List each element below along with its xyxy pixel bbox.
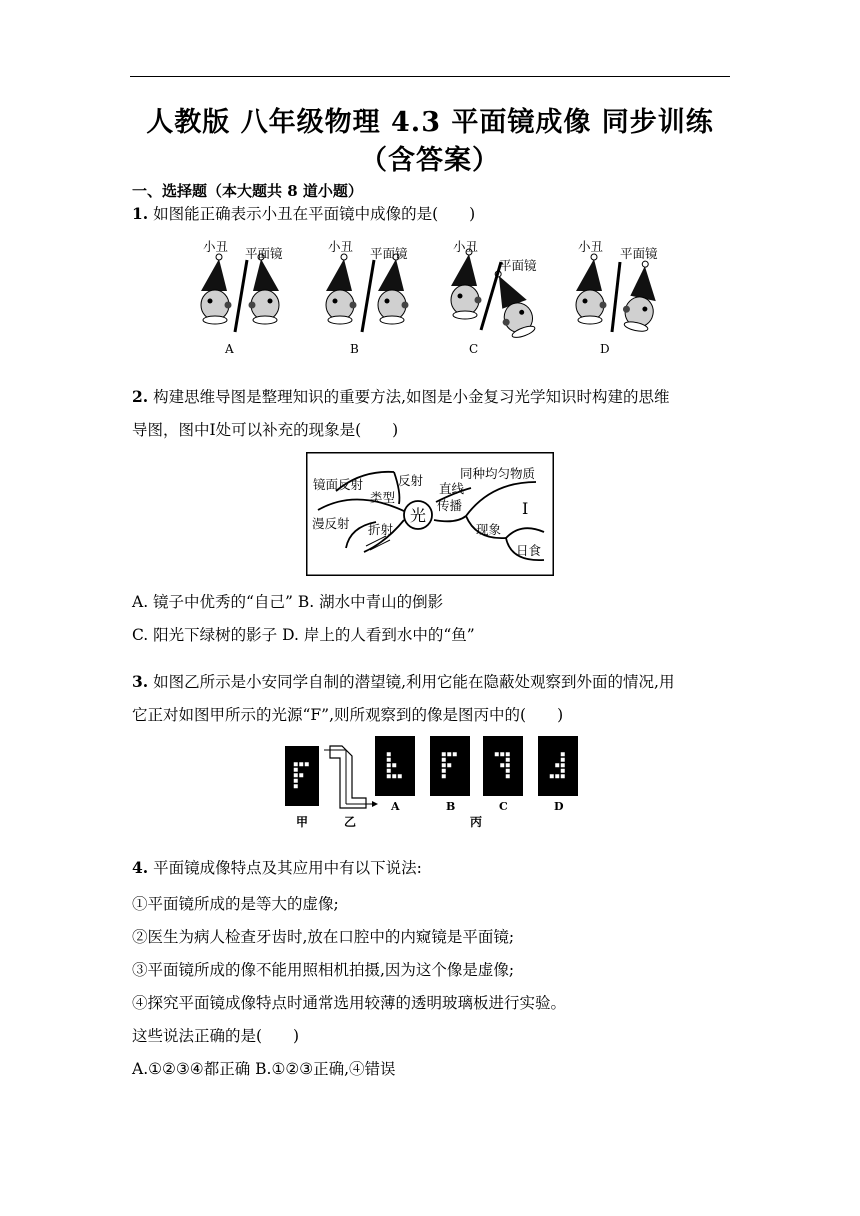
question-text: 平面镜成像特点及其应用中有以下说法:	[153, 859, 422, 877]
clown-head	[249, 254, 280, 324]
option-b	[326, 239, 409, 356]
light-source-f	[285, 746, 319, 806]
clown-head	[451, 249, 482, 319]
page-title: 人教版 八年级物理 4.3 平面镜成像 同步训练	[146, 107, 714, 138]
mirror-line	[481, 262, 501, 330]
mirror-label: 平面镜	[499, 258, 537, 273]
mindmap-blank: Ⅰ	[522, 499, 529, 518]
option-letter: A	[391, 800, 400, 813]
clown-label: 小丑	[453, 239, 479, 254]
mind-map-figure	[306, 452, 554, 576]
question-4-prompt: 这些说法正确的是( )	[132, 1027, 300, 1045]
option-a	[201, 239, 283, 356]
question-text: 如图能正确表示小丑在平面镜中成像的是( )	[153, 205, 476, 223]
mindmap-phenomenon: 现象	[476, 522, 502, 537]
option-letter: B	[446, 800, 456, 813]
clown-head	[201, 254, 232, 324]
question-number: 1.	[132, 204, 149, 223]
label-yi: 乙	[344, 815, 357, 829]
mindmap-type: 类型	[370, 490, 396, 505]
mindmap-reflection: 反射	[398, 473, 424, 488]
option-letter: D	[600, 342, 610, 356]
mindmap-refraction: 折射	[368, 522, 394, 537]
mirror-label: 平面镜	[620, 246, 658, 261]
option-letter: C	[499, 800, 508, 813]
mindmap-medium: 同种均匀物质	[460, 466, 536, 481]
statement-3: ③平面镜所成的像不能用照相机拍摄,因为这个像是虚像;	[132, 961, 515, 979]
clown-mirror-figure	[185, 236, 675, 360]
option-letter: C	[469, 342, 479, 356]
image-option-d	[538, 736, 578, 796]
question-number: 3.	[132, 672, 149, 691]
clown-label: 小丑	[203, 239, 229, 254]
question-number: 4.	[132, 858, 149, 877]
question-3	[132, 665, 732, 732]
image-option-c	[483, 736, 523, 796]
question-text: 构建思维导图是整理知识的重要方法,如图是小金复习光学知识时构建的思维	[153, 388, 670, 406]
option-d	[576, 239, 663, 356]
clown-label: 小丑	[578, 239, 604, 254]
mirror-label: 平面镜	[245, 246, 283, 261]
mindmap-propagation: 传播	[437, 498, 463, 513]
mirror-line	[235, 260, 247, 332]
clown-head	[576, 254, 607, 324]
image-option-a	[375, 736, 415, 796]
question-1	[132, 197, 732, 231]
label-jia: 甲	[296, 815, 309, 829]
mirror-line	[362, 260, 374, 332]
question-4	[132, 851, 732, 885]
mindmap-straight-line: 直线	[439, 481, 465, 496]
mirror-line	[612, 262, 620, 332]
statement-1: ①平面镜所成的是等大的虚像;	[132, 895, 339, 913]
clown-head	[326, 254, 357, 324]
clown-label: 小丑	[328, 239, 354, 254]
question-2-options-1: A. 镜子中优秀的“自己” B. 湖水中青山的倒影	[132, 593, 444, 611]
clown-head	[378, 254, 409, 324]
periscope-diagram	[324, 746, 378, 808]
option-c	[451, 239, 538, 356]
option-letter: D	[554, 800, 564, 813]
mindmap-diffuse: 漫反射	[312, 516, 350, 531]
clown-head	[485, 265, 538, 341]
question-2-options-2: C. 阳光下绿树的影子 D. 岸上的人看到水中的“鱼”	[132, 626, 475, 644]
question-text: 如图乙所示是小安同学自制的潜望镜,利用它能在隐蔽处观察到外面的情况,用	[153, 673, 675, 691]
label-bing: 丙	[470, 815, 483, 829]
image-option-b	[430, 736, 470, 796]
periscope-figure	[280, 736, 580, 832]
mindmap-specular: 镜面反射	[313, 477, 364, 492]
question-2	[132, 380, 732, 447]
option-letter: B	[350, 342, 359, 356]
header-rule	[130, 76, 730, 77]
mirror-label: 平面镜	[370, 246, 408, 261]
section-heading: 一、选择题（本大题共 8 道小题）	[132, 182, 363, 200]
question-text: 导图，图中Ⅰ处可以补充的现象是( )	[132, 421, 399, 439]
question-4-options: A.①②③④都正确 B.①②③正确,④错误	[132, 1060, 396, 1078]
mindmap-eclipse: 日食	[516, 543, 542, 558]
clown-head	[619, 259, 663, 334]
question-number: 2.	[132, 387, 149, 406]
page-title-note: （含答案）	[360, 145, 500, 176]
mindmap-center: 光	[409, 506, 427, 525]
statement-4: ④探究平面镜成像特点时通常选用较薄的透明玻璃板进行实验。	[132, 994, 567, 1012]
statement-2: ②医生为病人检查牙齿时,放在口腔中的内窥镜是平面镜;	[132, 928, 515, 946]
option-letter: A	[225, 342, 234, 356]
question-text: 它正对如图甲所示的光源“F”,则所观察到的像是图丙中的( )	[132, 706, 564, 724]
